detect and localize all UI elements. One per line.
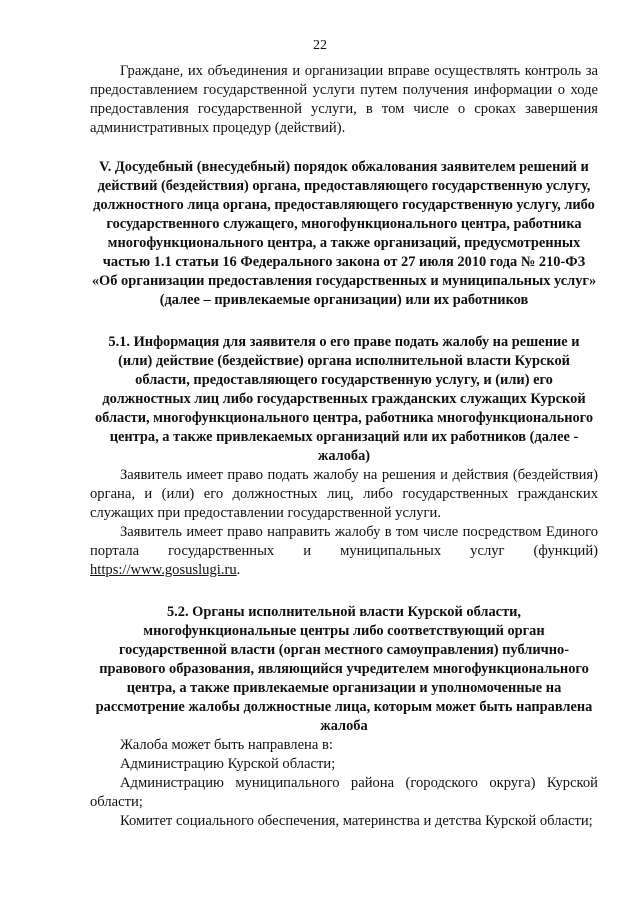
recipient-social-committee: Комитет социального обеспечения, материнства и детства Курской области; bbox=[120, 813, 593, 829]
section-5-2-heading: 5.2. Органы исполнительной власти Курской области, многофункциональные центры либо соответствующий орган государственной власти (орган местного самоуправления) публично-правового образования, являющийся учредителем многофункционального центра, а также привлекаемые организации и уполномоченные на рассмотрение жалобы должностные лица, которым может быть направлена жалоба bbox=[95, 604, 593, 734]
section-5-1-paragraph-1: Заявитель имеет право подать жалобу на решения и действия (бездействия) органа, и (или) его должностных лиц, либо государственных гражданских служащих при предоставлении государственной услуги. bbox=[90, 467, 598, 521]
complaint-recipients-intro: Жалоба может быть направлена в: bbox=[120, 737, 333, 753]
recipient-municipal-administration: Администрацию муниципального района (городского округа) Курской области; bbox=[90, 775, 598, 810]
intro-paragraph: Граждане, их объединения и организации вправе осуществлять контроль за предоставлением государственной услуги путем получения информации о ходе предоставления государственной услуги, в том числе о сроках завершения административных процедур (действий). bbox=[90, 63, 598, 136]
page-content bbox=[90, 62, 598, 831]
section-5-1-heading: 5.1. Информация для заявителя о его праве подать жалобу на решение и (или) действие (бездействие) органа исполнительной власти Курской области, предоставляющего государственную услугу, и (или) его должностных лиц либо государственных гражданских служащих Курской области, многофункционального центра, работника многофункционального центра, а также привлекаемых организаций или их работников (далее - жалоба) bbox=[94, 334, 594, 464]
paragraph-2-text: Заявитель имеет право направить жалобу в том числе посредством Единого портала государственных и муниципальных услуг (функций) bbox=[90, 524, 598, 559]
gosuslugi-link[interactable]: https://www.gosuslugi.ru bbox=[90, 562, 237, 578]
recipient-kursk-administration: Администрацию Курской области; bbox=[120, 756, 336, 772]
page-number: 22 bbox=[313, 38, 327, 53]
paragraph-2-end: . bbox=[236, 562, 241, 578]
section-v-heading: V. Досудебный (внесудебный) порядок обжалования заявителем решений и действий (бездействия) органа, предоставляющего государственную услугу, должностного лица органа, предоставляющего государственную услугу, либо государственного служащего, многофункционального центра, работника многофункционального центра, а также организаций, предусмотренных частью 1.1 статьи 16 Федерального закона от 27 июля 2010 года № 210-ФЗ «Об организации предоставления государственных и муниципальных услуг» (далее – привлекаемые организации) или их работников bbox=[91, 159, 597, 308]
section-5-1-paragraph-2 bbox=[90, 523, 598, 580]
